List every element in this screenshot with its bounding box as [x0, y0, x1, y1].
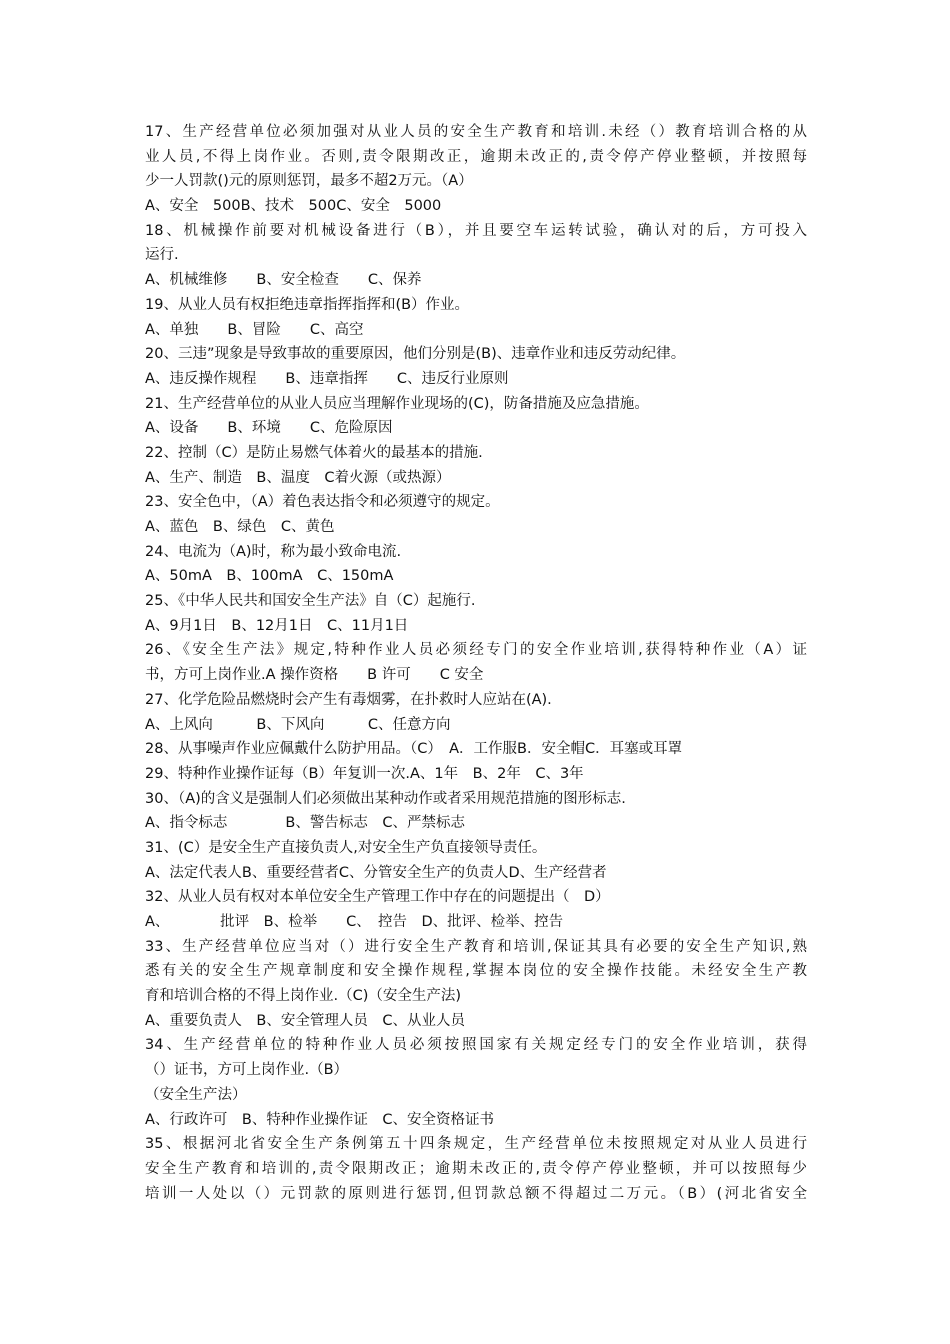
text-line: A、单独 B、冒险 C、高空 — [145, 321, 364, 338]
text-line: A、上风向 B、下风向 C、任意方向 — [145, 716, 451, 733]
text-line: 运行. — [145, 247, 179, 264]
text-line: A、违反操作规程 B、违章指挥 C、违反行业原则 — [145, 370, 509, 387]
text-line: 28、从事噪声作业应佩戴什么防护用品。（C） A．工作服B．安全帽C．耳塞或耳罩 — [145, 741, 683, 758]
text-line: 19、从业人员有权拒绝违章指挥指挥和(B）作业。 — [145, 296, 470, 313]
text-line: A、设备 B、环境 C、危险原因 — [145, 420, 393, 437]
text-line: 27、化学危险品燃烧时会产生有毒烟雾，在扑救时人应站在(A). — [145, 691, 552, 708]
text-line: A、安全 500B、技术 500C、安全 5000 — [145, 198, 442, 215]
text-line: 33、生产经营单位应当对（）进行安全生产教育和培训,保证其具有必要的安全生产知识,熟 — [145, 938, 807, 955]
text-line: A、行政许可 B、特种作业操作证 C、安全资格证书 — [145, 1111, 494, 1128]
text-line: 培训一人处以（）元罚款的原则进行惩罚,但罚款总额不得超过二万元。（B）(河北省安全 — [145, 1185, 807, 1202]
text-line: 育和培训合格的不得上岗作业.（C)（安全生产法) — [145, 988, 462, 1005]
text-line: 18、机械操作前要对机械设备进行（B），并且要空车运转试验，确认对的后，方可投入 — [145, 222, 807, 239]
text-line: 书，方可上岗作业.A 操作资格 B 许可 C 安全 — [145, 667, 484, 684]
text-line: A、指令标志 B、警告标志 C、严禁标志 — [145, 815, 465, 832]
text-line: 30、（A)的含义是强制人们必须做出某种动作或者采用规范措施的图形标志. — [145, 790, 626, 807]
text-line: 29、特种作业操作证每（B）年复训一次.A、1年 B、2年 C、3年 — [145, 765, 584, 782]
text-line: 20、三违”现象是导致事故的重要原因，他们分别是(B)、违章作业和违反劳动纪律。 — [145, 346, 686, 363]
text-line: A、重要负责人 B、安全管理人员 C、从业人员 — [145, 1012, 465, 1029]
text-line: A、蓝色 B、绿色 C、黄色 — [145, 519, 335, 535]
text-line: （）证书，方可上岗作业.（B） — [145, 1062, 349, 1079]
text-line: 26、《安全生产法》规定,特种作业人员必须经专门的安全作业培训,获得特种作业（A）证 — [145, 642, 807, 659]
text-line: 31、(C）是安全生产直接负责人,对安全生产负直接领导责任。 — [145, 839, 547, 856]
text-line: A、机械维修 B、安全检查 C、保养 — [145, 272, 422, 289]
text-line: A、法定代表人B、重要经营者C、分管安全生产的负责人D、生产经营者 — [145, 864, 607, 881]
text-line: A、9月1日 B、12月1日 C、11月1日 — [145, 617, 409, 634]
text-line: A、 批评 B、检举 C、 控告 D、批评、检举、控告 — [145, 914, 564, 930]
text-line: 17、生产经营单位必须加强对从业人员的安全生产教育和培训.未经（）教育培训合格的从 — [145, 124, 807, 140]
text-line: 25、《中华人民共和国安全生产法》自（C）起施行. — [145, 593, 476, 610]
text-line: 24、电流为（A)时，称为最小致命电流. — [145, 543, 402, 560]
text-line: 21、生产经营单位的从业人员应当理解作业现场的(C)，防备措施及应急措施。 — [145, 395, 649, 412]
text-line: 35、根据河北省安全生产条例第五十四条规定，生产经营单位未按照规定对从业人员进行 — [145, 1136, 807, 1153]
text-line: A、50mA B、100mA C、150mA — [145, 568, 394, 585]
question-list — [145, 120, 807, 1206]
text-line: 业人员,不得上岗作业。否则,责令限期改正，逾期未改正的,责令停产停业整顿，并按照每 — [145, 148, 807, 165]
text-line: （安全生产法） — [145, 1086, 247, 1103]
text-line: 安全生产教育和培训的,责令限期改正；逾期未改正的,责令停产停业整顿，并可以按照每少 — [145, 1160, 807, 1177]
text-line: 少一人罚款()元的原则惩罚，最多不超2万元。（A） — [145, 173, 473, 190]
text-line: A、生产、制造 B、温度 C着火源（或热源） — [145, 469, 451, 486]
text-line: 悉有关的安全生产规章制度和安全操作规程,掌握本岗位的安全操作技能。未经安全生产教 — [145, 963, 807, 980]
text-line: 32、从业人员有权对本单位安全生产管理工作中存在的问题提出（ D） — [145, 889, 610, 906]
text-line: 23、安全色中，（A）着色表达指令和必须遵守的规定。 — [145, 494, 500, 511]
text-line: 22、控制（C）是防止易燃气体着火的最基本的措施. — [145, 444, 483, 461]
text-line: 34、生产经营单位的特种作业人员必须按照国家有关规定经专门的安全作业培训，获得 — [145, 1037, 807, 1054]
